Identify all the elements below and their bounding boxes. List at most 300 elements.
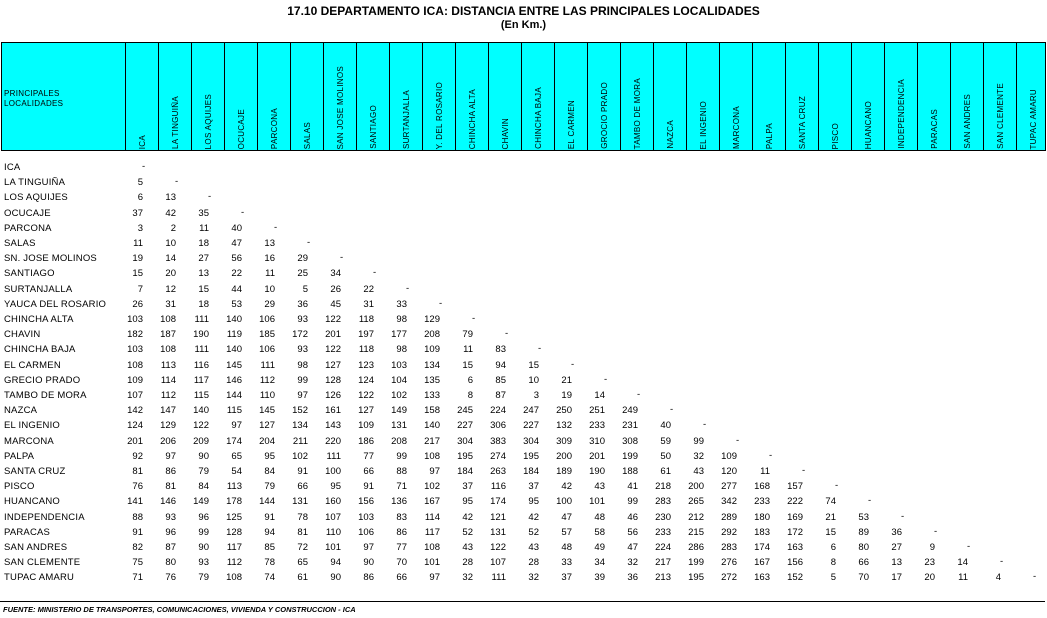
distance-cell: 204 — [259, 435, 275, 447]
distance-cell: 87 — [495, 390, 506, 401]
table-row — [0, 360, 1047, 375]
distance-cell: 118 — [358, 344, 374, 356]
distance-cell: 28 — [462, 557, 473, 569]
distance-cell: 40 — [231, 222, 242, 234]
distance-cell: 75 — [132, 557, 143, 569]
distance-cell: 34 — [594, 557, 605, 569]
distance-cell: 122 — [325, 344, 341, 356]
distance-cell: 249 — [622, 405, 638, 417]
distance-cell: 11 — [463, 344, 473, 356]
diagonal-dash: - — [241, 206, 245, 218]
distance-cell: 245 — [457, 405, 473, 417]
diagonal-dash: - — [901, 510, 905, 522]
distance-cell: 32 — [693, 450, 704, 462]
distance-cell: 247 — [523, 405, 539, 417]
distance-cell: 141 — [127, 496, 143, 508]
distance-cell: 11 — [199, 222, 209, 234]
distance-cell: 85 — [495, 374, 506, 386]
table-row — [0, 420, 1047, 435]
distance-cell: 108 — [424, 450, 440, 462]
table-row — [0, 238, 1047, 253]
distance-cell: 86 — [396, 526, 407, 538]
distance-cell: 167 — [424, 496, 440, 508]
distance-cell: 201 — [325, 329, 341, 341]
distance-cell: 143 — [325, 420, 341, 432]
distance-cell: 103 — [127, 344, 143, 356]
distance-cell: 195 — [688, 572, 704, 584]
distance-cell: 48 — [594, 511, 605, 523]
header-divider — [521, 43, 522, 150]
distance-cell: 90 — [198, 450, 209, 462]
distance-cell: 78 — [297, 511, 308, 523]
distance-cell: 93 — [198, 557, 209, 569]
distance-cell: 117 — [193, 374, 209, 386]
table-row — [0, 208, 1047, 223]
distance-cell: 272 — [721, 572, 737, 584]
distance-cell: 132 — [556, 420, 572, 432]
row-label: SURTANJALLA — [4, 283, 73, 295]
distance-cell: 217 — [655, 557, 671, 569]
distance-cell: 215 — [688, 526, 704, 538]
column-header: SURTANJALLA — [402, 89, 411, 149]
table-row — [0, 329, 1047, 344]
distance-cell: 102 — [292, 450, 308, 462]
distance-cell: 47 — [561, 511, 572, 523]
distance-cell: 84 — [264, 466, 275, 477]
distance-cell: 152 — [787, 572, 803, 584]
header-divider — [1016, 43, 1017, 150]
distance-cell: 98 — [297, 359, 308, 371]
header-divider — [884, 43, 885, 150]
distance-cell: 107 — [325, 511, 341, 523]
distance-cell: 172 — [787, 526, 803, 538]
distance-cell: 22 — [231, 268, 242, 280]
column-header: SAN ANDRES — [963, 94, 972, 149]
distance-cell: 8 — [830, 557, 836, 569]
distance-cell: 115 — [226, 405, 242, 417]
distance-cell: 29 — [264, 298, 275, 310]
distance-cell: 57 — [561, 526, 572, 538]
distance-cell: 86 — [165, 466, 176, 477]
table-row — [0, 466, 1047, 481]
distance-cell: 149 — [193, 496, 209, 508]
diagonal-dash: - — [802, 465, 806, 476]
distance-cell: 50 — [660, 450, 671, 462]
table-row — [0, 268, 1047, 283]
column-header: GROCIO PRADO — [600, 82, 609, 149]
distance-cell: 140 — [226, 314, 242, 325]
distance-cell: 97 — [231, 420, 242, 432]
distance-cell: 136 — [391, 496, 407, 508]
distance-cell: 2 — [170, 222, 176, 234]
distance-cell: 19 — [132, 253, 143, 265]
distance-cell: 224 — [655, 542, 671, 553]
column-header: SANTIAGO — [369, 105, 378, 149]
row-label: NAZCA — [4, 405, 38, 417]
distance-cell: 15 — [528, 359, 539, 371]
distance-cell: 111 — [194, 314, 209, 325]
distance-cell: 201 — [589, 450, 605, 462]
corner-line-2: LOCALIDADES — [4, 99, 64, 108]
distance-cell: 90 — [198, 542, 209, 553]
distance-cell: 13 — [891, 557, 902, 569]
distance-cell: 169 — [787, 511, 803, 523]
distance-cell: 163 — [754, 572, 770, 584]
distance-cell: 65 — [297, 557, 308, 569]
distance-cell: 110 — [259, 390, 275, 401]
column-header: PISCO — [831, 122, 840, 149]
distance-cell: 32 — [462, 572, 473, 584]
distance-cell: 127 — [259, 420, 275, 432]
distance-cell: 23 — [924, 557, 935, 569]
distance-cell: 21 — [561, 374, 572, 386]
distance-cell: 114 — [424, 511, 440, 523]
distance-cell: 126 — [325, 390, 341, 401]
distance-cell: 156 — [358, 496, 374, 508]
distance-cell: 97 — [165, 450, 176, 462]
header-divider — [455, 43, 456, 150]
distance-cell: 61 — [297, 572, 308, 584]
diagonal-dash: - — [406, 282, 410, 294]
distance-cell: 342 — [721, 496, 737, 508]
distance-cell: 112 — [259, 374, 275, 386]
distance-cell: 66 — [363, 466, 374, 477]
distance-cell: 79 — [198, 466, 209, 477]
distance-cell: 11 — [133, 238, 143, 249]
distance-cell: 78 — [264, 557, 275, 569]
distance-cell: 95 — [330, 481, 341, 493]
distance-cell: 6 — [467, 374, 473, 386]
distance-cell: 70 — [396, 557, 407, 569]
header-divider — [488, 43, 489, 150]
distance-cell: 96 — [165, 526, 176, 538]
distance-cell: 29 — [297, 253, 308, 265]
distance-cell: 10 — [264, 283, 275, 295]
distance-cell: 74 — [264, 572, 275, 584]
header-divider — [950, 43, 951, 150]
distance-cell: 233 — [655, 526, 671, 538]
distance-cell: 200 — [688, 481, 704, 493]
distance-cell: 35 — [198, 207, 209, 219]
distance-cell: 128 — [325, 374, 341, 386]
corner-line-1: PRINCIPALES — [4, 89, 60, 98]
column-header: PARCONA — [270, 107, 279, 149]
distance-cell: 85 — [264, 542, 275, 553]
distance-cell: 144 — [259, 496, 275, 508]
distance-cell: 217 — [424, 435, 440, 447]
row-label: ICA — [4, 162, 21, 173]
distance-cell: 218 — [655, 481, 671, 493]
distance-cell: 263 — [490, 466, 506, 477]
distance-cell: 289 — [721, 511, 737, 523]
distance-cell: 111 — [491, 572, 506, 584]
distance-cell: 98 — [396, 344, 407, 356]
table-row — [0, 557, 1047, 572]
distance-cell: 76 — [165, 572, 176, 584]
column-header: OCUCAJE — [237, 108, 246, 149]
distance-cell: 99 — [693, 435, 704, 447]
distance-cell: 190 — [193, 329, 209, 341]
distance-cell: 113 — [226, 481, 242, 493]
distance-cell: 95 — [264, 450, 275, 462]
distance-cell: 15 — [462, 359, 473, 371]
distance-cell: 118 — [358, 314, 374, 325]
distance-cell: 116 — [490, 481, 506, 493]
distance-cell: 93 — [297, 344, 308, 356]
header-divider — [851, 43, 852, 150]
distance-cell: 146 — [226, 374, 242, 386]
distance-cell: 58 — [594, 526, 605, 538]
column-header: MARCONA — [732, 106, 741, 149]
distance-cell: 43 — [528, 542, 539, 553]
distance-cell: 117 — [424, 526, 440, 538]
distance-cell: 129 — [160, 420, 176, 432]
distance-cell: 104 — [391, 374, 407, 386]
distance-cell: 99 — [297, 374, 308, 386]
distance-cell: 208 — [424, 329, 440, 341]
distance-cell: 12 — [165, 283, 176, 295]
distance-cell: 180 — [754, 511, 770, 523]
distance-cell: 195 — [523, 450, 539, 462]
distance-cell: 168 — [754, 481, 770, 493]
distance-cell: 286 — [688, 542, 704, 553]
table-row — [0, 572, 1047, 587]
distance-cell: 160 — [325, 496, 341, 508]
diagonal-dash: - — [769, 449, 773, 461]
header-divider — [917, 43, 918, 150]
distance-cell: 174 — [226, 435, 242, 447]
diagonal-dash: - — [505, 328, 509, 340]
distance-cell: 10 — [165, 238, 176, 249]
row-label: YAUCA DEL ROSARIO — [4, 298, 107, 310]
diagonal-dash: - — [142, 161, 146, 172]
table-row — [0, 542, 1047, 557]
distance-cell: 119 — [226, 329, 242, 341]
distance-cell: 37 — [132, 207, 143, 219]
distance-cell: 108 — [226, 572, 242, 584]
distance-cell: 36 — [297, 298, 308, 310]
column-header: HUANCANO — [864, 100, 873, 149]
distance-cell: 39 — [594, 572, 605, 584]
distance-cell: 66 — [297, 481, 308, 493]
distance-cell: 21 — [825, 511, 836, 523]
distance-cell: 11 — [265, 268, 275, 280]
distance-cell: 20 — [165, 268, 176, 280]
distance-cell: 106 — [259, 344, 275, 356]
row-label: INDEPENDENCIA — [4, 511, 85, 523]
distance-cell: 93 — [165, 511, 176, 523]
distance-cell: 5 — [830, 572, 836, 584]
distance-cell: 123 — [358, 359, 374, 371]
row-label: PISCO — [4, 481, 35, 493]
distance-cell: 184 — [523, 466, 539, 477]
column-header: SAN JOSE MOLINOS — [336, 65, 345, 149]
distance-cell: 97 — [429, 466, 440, 477]
distance-cell: 209 — [193, 435, 209, 447]
distance-cell: 94 — [264, 526, 275, 538]
distance-cell: 172 — [292, 329, 308, 341]
table-row — [0, 436, 1047, 451]
diagonal-dash: - — [175, 176, 179, 188]
distance-cell: 95 — [528, 496, 539, 508]
distance-cell: 81 — [132, 466, 143, 477]
row-label: TUPAC AMARU — [4, 572, 75, 584]
distance-cell: 152 — [292, 405, 308, 417]
distance-cell: 182 — [127, 329, 143, 341]
row-label: LOS AQUIJES — [4, 192, 68, 204]
distance-cell: 31 — [165, 298, 176, 310]
distance-cell: 183 — [754, 526, 770, 538]
diagonal-dash: - — [703, 419, 707, 431]
distance-cell: 304 — [457, 435, 473, 447]
distance-cell: 20 — [924, 572, 935, 584]
distance-cell: 147 — [160, 405, 176, 417]
header-divider — [653, 43, 654, 150]
distance-cell: 49 — [594, 542, 605, 553]
row-label: SAN CLEMENTE — [4, 557, 81, 569]
distance-cell: 117 — [226, 542, 242, 553]
distance-cell: 81 — [297, 526, 308, 538]
distance-cell: 121 — [490, 511, 506, 523]
distance-cell: 79 — [462, 329, 473, 341]
distance-cell: 220 — [325, 435, 341, 447]
distance-cell: 167 — [754, 557, 770, 569]
distance-cell: 131 — [490, 526, 506, 538]
table-row — [0, 253, 1047, 268]
distance-cell: 292 — [721, 526, 737, 538]
distance-cell: 36 — [891, 526, 902, 538]
distance-cell: 122 — [490, 542, 506, 553]
row-label: SANTA CRUZ — [4, 466, 66, 477]
distance-cell: 48 — [561, 542, 572, 553]
diagonal-dash: - — [571, 358, 575, 370]
distance-cell: 222 — [787, 496, 803, 508]
diagonal-dash: - — [637, 389, 641, 400]
column-header: SALAS — [303, 121, 312, 149]
distance-cell: 101 — [325, 542, 341, 553]
distance-cell: 47 — [627, 542, 638, 553]
distance-cell: 98 — [396, 314, 407, 325]
diagonal-dash: - — [868, 495, 872, 507]
distance-cell: 113 — [160, 359, 176, 371]
distance-cell: 18 — [198, 298, 209, 310]
distance-cell: 304 — [523, 435, 539, 447]
column-header: PALPA — [765, 122, 774, 149]
distance-cell: 174 — [754, 542, 770, 553]
header-divider — [224, 43, 225, 150]
distance-cell: 97 — [297, 390, 308, 401]
distance-cell: 108 — [160, 314, 176, 325]
distance-cell: 43 — [693, 466, 704, 477]
distance-cell: 224 — [490, 405, 506, 417]
distance-cell: 199 — [622, 450, 638, 462]
table-row — [0, 496, 1047, 511]
distance-cell: 230 — [655, 511, 671, 523]
distance-cell: 177 — [391, 329, 407, 341]
distance-cell: 74 — [825, 496, 836, 508]
distance-cell: 77 — [396, 542, 407, 553]
distance-cell: 140 — [193, 405, 209, 417]
diagonal-dash: - — [538, 343, 542, 355]
distance-cell: 100 — [556, 496, 572, 508]
distance-cell: 86 — [363, 572, 374, 584]
table-row — [0, 512, 1047, 527]
distance-cell: 88 — [132, 511, 143, 523]
distance-cell: 127 — [358, 405, 374, 417]
distance-cell: 40 — [660, 420, 671, 432]
diagonal-dash: - — [439, 297, 443, 309]
distance-cell: 83 — [396, 511, 407, 523]
distance-cell: 53 — [231, 298, 242, 310]
distance-cell: 88 — [396, 466, 407, 477]
distance-cell: 93 — [297, 314, 308, 325]
diagonal-dash: - — [307, 237, 311, 248]
distance-cell: 103 — [358, 511, 374, 523]
table-row — [0, 314, 1047, 329]
distance-cell: 37 — [561, 572, 572, 584]
distance-cell: 109 — [127, 374, 143, 386]
distance-cell: 95 — [462, 496, 473, 508]
distance-cell: 14 — [165, 253, 176, 265]
distance-cell: 140 — [226, 344, 242, 356]
table-row — [0, 390, 1047, 405]
distance-cell: 110 — [325, 526, 341, 538]
title-units: (En Km.) — [500, 19, 547, 31]
distance-cell: 54 — [231, 466, 242, 477]
row-label: LA TINGUIÑA — [4, 177, 66, 189]
distance-cell: 227 — [523, 420, 539, 432]
distance-cell: 213 — [655, 572, 671, 584]
header-divider — [686, 43, 687, 150]
distance-cell: 4 — [995, 572, 1001, 584]
distance-cell: 107 — [490, 557, 506, 569]
table-row — [0, 375, 1047, 390]
distance-cell: 83 — [495, 344, 506, 356]
distance-cell: 99 — [396, 450, 407, 462]
distance-cell: 13 — [165, 192, 176, 204]
column-header: SAN CLEMENTE — [996, 83, 1005, 149]
distance-cell: 189 — [556, 466, 572, 477]
column-header: SANTA CRUZ — [798, 95, 807, 149]
table-row — [0, 481, 1047, 496]
distance-cell: 101 — [424, 557, 440, 569]
distance-cell: 146 — [160, 496, 176, 508]
distance-cell: 277 — [721, 481, 737, 493]
column-header: TAMBO DE MORA — [633, 77, 642, 149]
distance-cell: 5 — [137, 177, 143, 189]
distance-cell: 70 — [858, 572, 869, 584]
table-row — [0, 162, 1047, 177]
distance-cell: 5 — [302, 283, 308, 295]
distance-cell: 127 — [325, 359, 341, 371]
diagonal-dash: - — [1000, 556, 1004, 568]
distance-cell: 22 — [363, 283, 374, 295]
distance-cell: 116 — [193, 359, 209, 371]
distance-cell: 66 — [396, 572, 407, 584]
table-row — [0, 284, 1047, 299]
distance-cell: 309 — [556, 435, 572, 447]
distance-cell: 87 — [165, 542, 176, 553]
distance-cell: 107 — [127, 390, 143, 401]
distance-cell: 52 — [528, 526, 539, 538]
distance-cell: 103 — [127, 314, 143, 325]
distance-cell: 145 — [226, 359, 242, 371]
distance-cell: 131 — [292, 496, 308, 508]
distance-cell: 124 — [358, 374, 374, 386]
distance-cell: 99 — [627, 496, 638, 508]
distance-cell: 308 — [622, 435, 638, 447]
distance-cell: 26 — [330, 283, 341, 295]
